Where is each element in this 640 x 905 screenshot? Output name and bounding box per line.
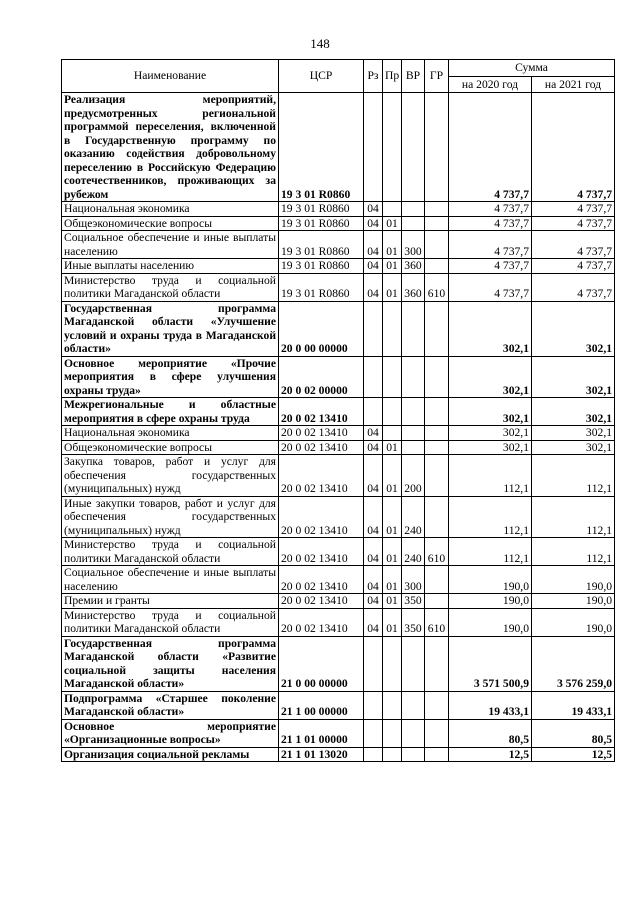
row-sum-2020: 302,1 xyxy=(449,398,532,426)
row-gr xyxy=(425,455,449,497)
row-sum-2020: 80,5 xyxy=(449,719,532,747)
row-pr: 01 xyxy=(383,440,402,455)
table-row xyxy=(62,636,615,691)
row-name: Иные закупки товаров, работ и услуг для обеспечения государственных (муниципальных) нужд xyxy=(62,496,279,538)
row-rz: 04 xyxy=(364,594,383,609)
row-rz: 04 xyxy=(364,538,383,566)
header-row xyxy=(62,60,615,77)
row-name: Общеэкономические вопросы xyxy=(62,216,279,231)
row-pr xyxy=(383,691,402,719)
table-row xyxy=(62,538,615,566)
header-pr: Пр xyxy=(383,60,402,93)
row-csr: 21 1 01 13020 xyxy=(279,747,364,762)
row-name: Социальное обеспечение и иные выплаты населению xyxy=(62,231,279,259)
row-vr: 360 xyxy=(402,273,425,301)
row-vr: 240 xyxy=(402,496,425,538)
table-row xyxy=(62,301,615,356)
row-name: Социальное обеспечение и иные выплаты населению xyxy=(62,566,279,594)
table-row xyxy=(62,594,615,609)
row-sum-2021: 112,1 xyxy=(532,496,615,538)
header-vr: ВР xyxy=(402,60,425,93)
row-csr: 19 3 01 R0860 xyxy=(279,273,364,301)
row-sum-2020: 302,1 xyxy=(449,301,532,356)
row-rz: 04 xyxy=(364,566,383,594)
row-rz: 04 xyxy=(364,202,383,217)
row-vr xyxy=(402,719,425,747)
row-name: Иные выплаты населению xyxy=(62,259,279,274)
row-gr xyxy=(425,231,449,259)
row-vr xyxy=(402,426,425,441)
row-rz: 04 xyxy=(364,496,383,538)
row-sum-2021: 190,0 xyxy=(532,608,615,636)
row-name: Организация социальной рекламы xyxy=(62,747,279,762)
row-name: Реализация мероприятий, предусмотренных региональной программой переселения, включенной в Государственную программу по оказанию содействия добровольному переселению в Российскую Федерацию соотечественников, проживающих за рубежом xyxy=(62,93,279,202)
row-gr xyxy=(425,398,449,426)
table-row xyxy=(62,426,615,441)
row-vr xyxy=(402,202,425,217)
row-gr xyxy=(425,594,449,609)
row-name: Министерство труда и социальной политики Магаданской области xyxy=(62,608,279,636)
row-sum-2020: 112,1 xyxy=(449,496,532,538)
row-sum-2021: 80,5 xyxy=(532,719,615,747)
row-vr xyxy=(402,93,425,202)
row-csr: 20 0 02 13410 xyxy=(279,440,364,455)
row-sum-2020: 4 737,7 xyxy=(449,259,532,274)
row-csr: 19 3 01 R0860 xyxy=(279,231,364,259)
row-gr: 610 xyxy=(425,538,449,566)
row-name: Национальная экономика xyxy=(62,202,279,217)
row-gr xyxy=(425,259,449,274)
row-sum-2021: 302,1 xyxy=(532,398,615,426)
header-gr: ГР xyxy=(425,60,449,93)
table-row xyxy=(62,719,615,747)
row-vr xyxy=(402,356,425,398)
row-pr: 01 xyxy=(383,455,402,497)
row-csr: 20 0 02 13410 xyxy=(279,594,364,609)
row-sum-2021: 4 737,7 xyxy=(532,231,615,259)
row-vr xyxy=(402,691,425,719)
table-row xyxy=(62,608,615,636)
row-vr xyxy=(402,216,425,231)
row-gr: 610 xyxy=(425,608,449,636)
row-name: Премии и гранты xyxy=(62,594,279,609)
row-vr xyxy=(402,440,425,455)
row-csr: 21 0 00 00000 xyxy=(279,636,364,691)
table-row xyxy=(62,216,615,231)
table-row xyxy=(62,273,615,301)
row-sum-2021: 19 433,1 xyxy=(532,691,615,719)
row-name: Основное мероприятие «Организационные вопросы» xyxy=(62,719,279,747)
row-csr: 20 0 02 13410 xyxy=(279,608,364,636)
row-rz: 04 xyxy=(364,273,383,301)
row-name: Закупка товаров, работ и услуг для обеспечения государственных (муниципальных) нужд xyxy=(62,455,279,497)
row-name: Основное мероприятие «Прочие мероприятия в сфере улучшения охраны труда» xyxy=(62,356,279,398)
row-pr: 01 xyxy=(383,594,402,609)
header-name: Наименование xyxy=(62,60,279,93)
row-name: Государственная программа Магаданской области «Улучшение условий и охраны труда в Магаданской области» xyxy=(62,301,279,356)
row-vr xyxy=(402,747,425,762)
row-csr: 19 3 01 R0860 xyxy=(279,259,364,274)
row-pr xyxy=(383,719,402,747)
row-csr: 20 0 02 13410 xyxy=(279,398,364,426)
row-gr xyxy=(425,566,449,594)
row-csr: 20 0 02 13410 xyxy=(279,426,364,441)
table-row xyxy=(62,202,615,217)
row-name: Государственная программа Магаданской области «Развитие социальной защиты населения Магаданской области» xyxy=(62,636,279,691)
row-vr: 350 xyxy=(402,594,425,609)
row-sum-2020: 190,0 xyxy=(449,566,532,594)
row-sum-2021: 190,0 xyxy=(532,594,615,609)
row-pr xyxy=(383,93,402,202)
row-rz: 04 xyxy=(364,426,383,441)
row-sum-2021: 4 737,7 xyxy=(532,273,615,301)
header-csr: ЦСР xyxy=(279,60,364,93)
row-vr xyxy=(402,636,425,691)
row-sum-2021: 302,1 xyxy=(532,426,615,441)
row-gr xyxy=(425,747,449,762)
row-pr xyxy=(383,747,402,762)
row-csr: 20 0 02 13410 xyxy=(279,538,364,566)
row-gr xyxy=(425,691,449,719)
row-rz: 04 xyxy=(364,216,383,231)
row-sum-2021: 302,1 xyxy=(532,440,615,455)
row-pr: 01 xyxy=(383,608,402,636)
header-sum: Сумма xyxy=(449,60,615,77)
header-year-2020: на 2020 год xyxy=(449,76,532,93)
row-vr xyxy=(402,398,425,426)
row-pr: 01 xyxy=(383,538,402,566)
row-csr: 21 1 01 00000 xyxy=(279,719,364,747)
row-rz xyxy=(364,747,383,762)
row-vr: 300 xyxy=(402,231,425,259)
page-number: 148 xyxy=(310,36,330,51)
row-sum-2020: 4 737,7 xyxy=(449,273,532,301)
row-pr: 01 xyxy=(383,496,402,538)
row-sum-2020: 302,1 xyxy=(449,426,532,441)
row-sum-2021: 4 737,7 xyxy=(532,93,615,202)
row-gr xyxy=(425,202,449,217)
row-rz: 04 xyxy=(364,608,383,636)
header-rz: Рз xyxy=(364,60,383,93)
row-sum-2021: 4 737,7 xyxy=(532,259,615,274)
row-sum-2020: 4 737,7 xyxy=(449,93,532,202)
row-csr: 20 0 02 00000 xyxy=(279,356,364,398)
row-csr: 20 0 02 13410 xyxy=(279,455,364,497)
row-sum-2020: 302,1 xyxy=(449,440,532,455)
row-pr xyxy=(383,356,402,398)
row-gr xyxy=(425,93,449,202)
row-pr: 01 xyxy=(383,216,402,231)
row-csr: 19 3 01 R0860 xyxy=(279,216,364,231)
row-pr xyxy=(383,426,402,441)
table-row xyxy=(62,691,615,719)
row-pr: 01 xyxy=(383,273,402,301)
header-year-2021: на 2021 год xyxy=(532,76,615,93)
row-csr: 20 0 02 13410 xyxy=(279,566,364,594)
row-sum-2021: 112,1 xyxy=(532,538,615,566)
table-row xyxy=(62,231,615,259)
row-sum-2021: 302,1 xyxy=(532,356,615,398)
row-sum-2020: 112,1 xyxy=(449,455,532,497)
row-rz: 04 xyxy=(364,440,383,455)
row-vr xyxy=(402,301,425,356)
row-gr xyxy=(425,216,449,231)
table-row xyxy=(62,455,615,497)
row-gr xyxy=(425,636,449,691)
row-sum-2021: 12,5 xyxy=(532,747,615,762)
table-row xyxy=(62,496,615,538)
budget-table xyxy=(61,59,615,762)
row-gr xyxy=(425,426,449,441)
row-vr: 200 xyxy=(402,455,425,497)
row-sum-2020: 4 737,7 xyxy=(449,231,532,259)
row-gr xyxy=(425,356,449,398)
row-sum-2021: 302,1 xyxy=(532,301,615,356)
row-rz: 04 xyxy=(364,455,383,497)
row-gr xyxy=(425,719,449,747)
row-vr: 240 xyxy=(402,538,425,566)
table-row xyxy=(62,93,615,202)
row-sum-2021: 4 737,7 xyxy=(532,202,615,217)
row-name: Министерство труда и социальной политики Магаданской области xyxy=(62,273,279,301)
row-rz xyxy=(364,356,383,398)
row-sum-2020: 4 737,7 xyxy=(449,216,532,231)
table-row xyxy=(62,259,615,274)
row-pr: 01 xyxy=(383,259,402,274)
row-sum-2020: 190,0 xyxy=(449,594,532,609)
row-sum-2020: 12,5 xyxy=(449,747,532,762)
row-name: Общеэкономические вопросы xyxy=(62,440,279,455)
row-csr: 21 1 00 00000 xyxy=(279,691,364,719)
row-rz xyxy=(364,93,383,202)
row-sum-2020: 4 737,7 xyxy=(449,202,532,217)
row-sum-2021: 4 737,7 xyxy=(532,216,615,231)
row-rz xyxy=(364,691,383,719)
row-rz: 04 xyxy=(364,259,383,274)
row-sum-2021: 190,0 xyxy=(532,566,615,594)
row-sum-2021: 112,1 xyxy=(532,455,615,497)
row-name: Межрегиональные и областные мероприятия в сфере охраны труда xyxy=(62,398,279,426)
row-csr: 19 3 01 R0860 xyxy=(279,93,364,202)
row-rz xyxy=(364,719,383,747)
row-pr xyxy=(383,202,402,217)
row-vr: 300 xyxy=(402,566,425,594)
row-rz xyxy=(364,398,383,426)
row-sum-2021: 3 576 259,0 xyxy=(532,636,615,691)
row-csr: 20 0 02 13410 xyxy=(279,496,364,538)
table-row xyxy=(62,440,615,455)
row-pr xyxy=(383,398,402,426)
row-sum-2020: 302,1 xyxy=(449,356,532,398)
row-sum-2020: 19 433,1 xyxy=(449,691,532,719)
row-pr: 01 xyxy=(383,231,402,259)
row-pr: 01 xyxy=(383,566,402,594)
table-row xyxy=(62,566,615,594)
row-rz: 04 xyxy=(364,231,383,259)
row-name: Национальная экономика xyxy=(62,426,279,441)
row-vr: 350 xyxy=(402,608,425,636)
row-gr xyxy=(425,496,449,538)
table-row xyxy=(62,356,615,398)
table-row xyxy=(62,398,615,426)
row-vr: 360 xyxy=(402,259,425,274)
row-pr xyxy=(383,636,402,691)
row-gr xyxy=(425,440,449,455)
row-csr: 20 0 00 00000 xyxy=(279,301,364,356)
row-gr xyxy=(425,301,449,356)
row-sum-2020: 3 571 500,9 xyxy=(449,636,532,691)
row-sum-2020: 190,0 xyxy=(449,608,532,636)
table-row xyxy=(62,747,615,762)
row-rz xyxy=(364,301,383,356)
row-sum-2020: 112,1 xyxy=(449,538,532,566)
row-csr: 19 3 01 R0860 xyxy=(279,202,364,217)
row-name: Министерство труда и социальной политики Магаданской области xyxy=(62,538,279,566)
row-name: Подпрограмма «Старшее поколение Магаданской области» xyxy=(62,691,279,719)
row-pr xyxy=(383,301,402,356)
row-rz xyxy=(364,636,383,691)
row-gr: 610 xyxy=(425,273,449,301)
